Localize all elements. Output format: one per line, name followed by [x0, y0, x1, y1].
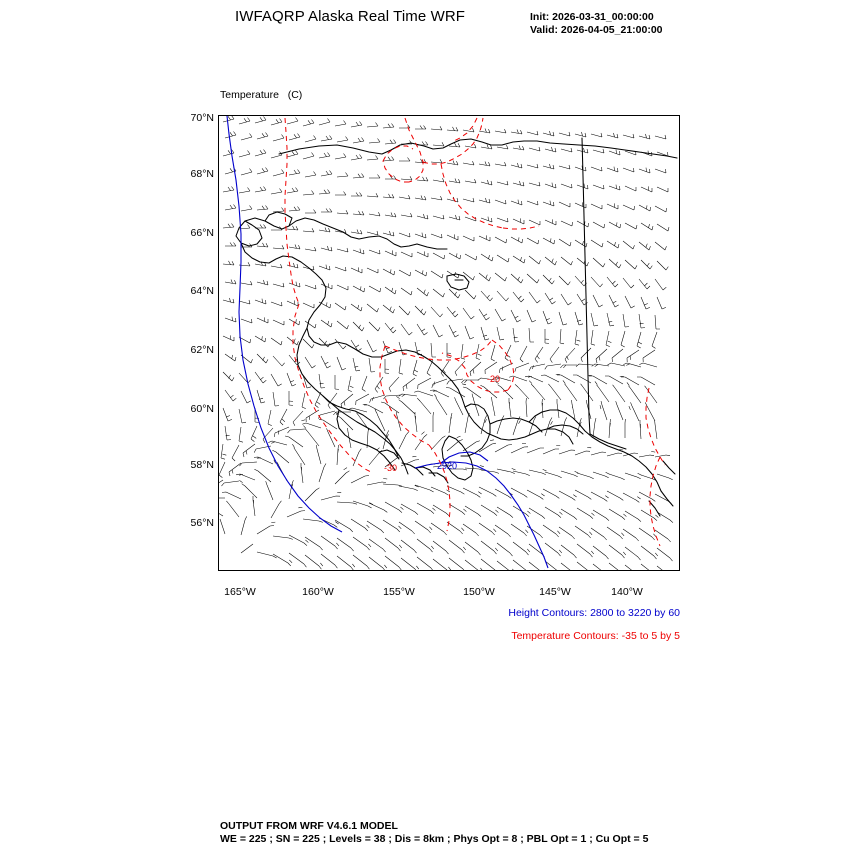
map-plot-area[interactable] [218, 115, 680, 571]
x-tick-label: 150°W [463, 586, 495, 598]
temp-label-minus20: -20 [487, 374, 501, 384]
y-tick-label: 70°N [190, 112, 214, 124]
height-contour-layer [227, 116, 548, 568]
x-tick-label: 155°W [383, 586, 415, 598]
y-tick-label: 68°N [190, 168, 214, 180]
model-output-footer [220, 820, 648, 846]
y-tick-label: 56°N [190, 517, 214, 529]
valid-time: Valid: 2026-04-05_21:00:00 [530, 24, 663, 36]
temperature-contour-note: Temperature Contours: -35 to 5 by 5 [511, 630, 680, 642]
temperature-contour-layer [285, 118, 665, 546]
map-svg [219, 116, 679, 570]
y-tick-label: 64°N [190, 285, 214, 297]
page-title: IWFAQRP Alaska Real Time WRF [234, 8, 466, 25]
x-axis-labels [200, 586, 700, 606]
x-tick-label: 145°W [539, 586, 571, 598]
init-time: Init: 2026-03-31_00:00:00 [530, 11, 654, 23]
y-tick-label: 60°N [190, 403, 214, 415]
y-tick-label: 62°N [190, 344, 214, 356]
x-tick-label: 160°W [302, 586, 334, 598]
y-tick-label: 66°N [190, 227, 214, 239]
y-axis-labels [170, 112, 214, 572]
y-tick-label: 58°N [190, 459, 214, 471]
footer-model-line: OUTPUT FROM WRF V4.6.1 MODEL [220, 820, 398, 832]
height-contour-note: Height Contours: 2800 to 3220 by 60 [508, 607, 680, 619]
init-valid-block [530, 11, 663, 37]
x-tick-label: 140°W [611, 586, 643, 598]
temp-label-minus30: -30 [384, 463, 398, 473]
x-tick-label: 165°W [224, 586, 256, 598]
coastline-layer [236, 138, 677, 516]
legend-temperature: Temperature (C) [220, 89, 303, 101]
height-label-2920: 2920 [437, 461, 458, 471]
footer-config-line: WE = 225 ; SN = 225 ; Levels = 38 ; Dis = 8km ; Phys Opt = 8 ; PBL Opt = 1 ; Cu Opt = 5 [220, 833, 649, 845]
